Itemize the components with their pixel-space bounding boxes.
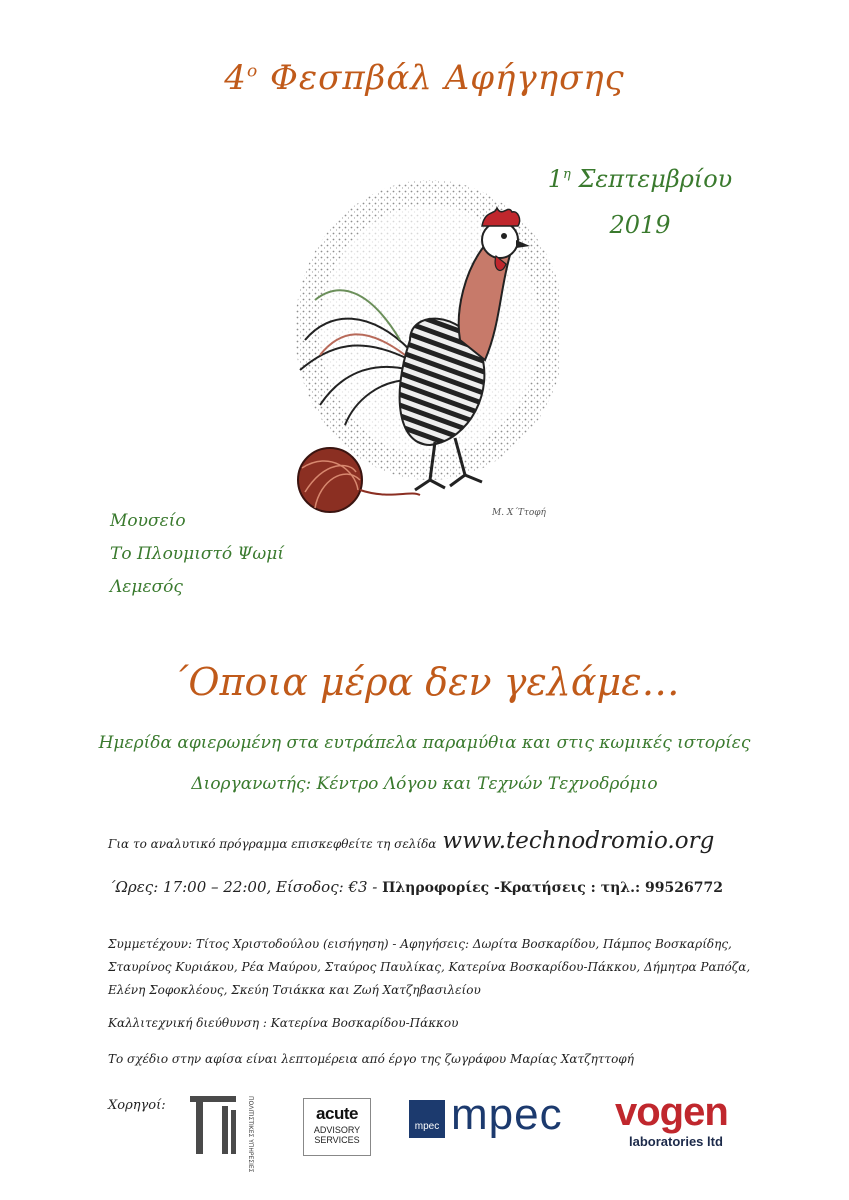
hours-line (108, 878, 723, 896)
venue-city: Λεμεσός (110, 577, 183, 597)
cultural-services-text: ΠΟΛΙΤΙΣΤΙΚΕΣ ΥΠΗΡΕΣΙΕΣ (247, 1096, 254, 1173)
poster-credit: Το σχέδιο στην αφίσα είναι λεπτομέρεια από έργο της ζωγράφου Μαρίας Χατζηττοφή (108, 1052, 634, 1066)
vogen-sub: laboratories ltd (629, 1134, 723, 1149)
acute-main: acute (316, 1104, 358, 1123)
rooster-illustration (260, 160, 560, 530)
hours-text: ΄Ωρες: 17:00 – 22:00, Είσοδος: €3 - (108, 878, 383, 896)
website-line (108, 828, 714, 854)
vogen-logo (615, 1090, 755, 1154)
date-sup: η (563, 167, 571, 182)
date-month: Σεπτεμβρίου (570, 165, 733, 193)
cultural-services-logo (190, 1096, 270, 1173)
website-label: Για το αναλυτικό πρόγραμμα επισκεφθείτε τη σελίδα (108, 837, 437, 851)
venue-museum: Μουσείο (110, 511, 186, 531)
mpec-box: mpec (409, 1100, 445, 1138)
mpec-logo (409, 1090, 579, 1142)
mpec-main: mpec (451, 1090, 563, 1139)
date-day: 1 (547, 165, 564, 193)
sponsors-label: Χορηγοί: (108, 1098, 166, 1113)
acute-sub1: ADVISORY (313, 1125, 361, 1135)
art-direction: Καλλιτεχνική διεύθυνση : Κατερίνα Βοσκαρίδου-Πάκκου (108, 1016, 459, 1030)
acute-logo (303, 1098, 371, 1156)
venue-block (110, 505, 284, 604)
event-subtitle: Ημερίδα αφιερωμένη στα ευτράπελα παραμύθια και στις κωμικές ιστορίες (98, 733, 751, 753)
title-sup: ο (246, 61, 259, 82)
booking-info: Πληροφορίες -Κρατήσεις : τηλ.: 99526772 (382, 880, 723, 896)
organizer-line: Διοργανωτής: Κέντρο Λόγου και Τεχνών Τεχνοδρόμιο (191, 774, 658, 794)
title-text: Φεσπβάλ Αφήγησης (258, 58, 625, 98)
vogen-main: vogen (615, 1090, 728, 1134)
website-link[interactable]: www.technodromio.org (442, 828, 715, 854)
date-year: 2019 (609, 211, 671, 239)
participants-text: Συμμετέχουν: Τίτος Χριστοδούλου (εισήγηση) - Αφηγήσεις: Δωρίτα Βοσκαρίδου, Πάμπος Βοσκαρίδης, Σταυρίνος Κυριάκου, Ρέα Μαύρου, Σταύρος Παυλίκας, Κατερίνα Βοσκαρίδου-Πάκκου, Δήμητρα Ραπόζα, Ελένη Σοφοκλέους, Σκεύη Τσιάκκα και Ζωή Χατζηβασιλείου (108, 937, 751, 997)
artist-signature: Μ. Χ΄Ττοφή (492, 508, 546, 518)
festival-title (0, 58, 849, 98)
title-number: 4 (224, 58, 247, 98)
rooster-head (482, 222, 518, 258)
venue-name: Το Πλουμιστό Ψωμί (110, 544, 284, 564)
event-headline: ΄Οποια μέρα δεν γελάμε… (169, 660, 680, 704)
acute-sub2: SERVICES (314, 1135, 360, 1145)
